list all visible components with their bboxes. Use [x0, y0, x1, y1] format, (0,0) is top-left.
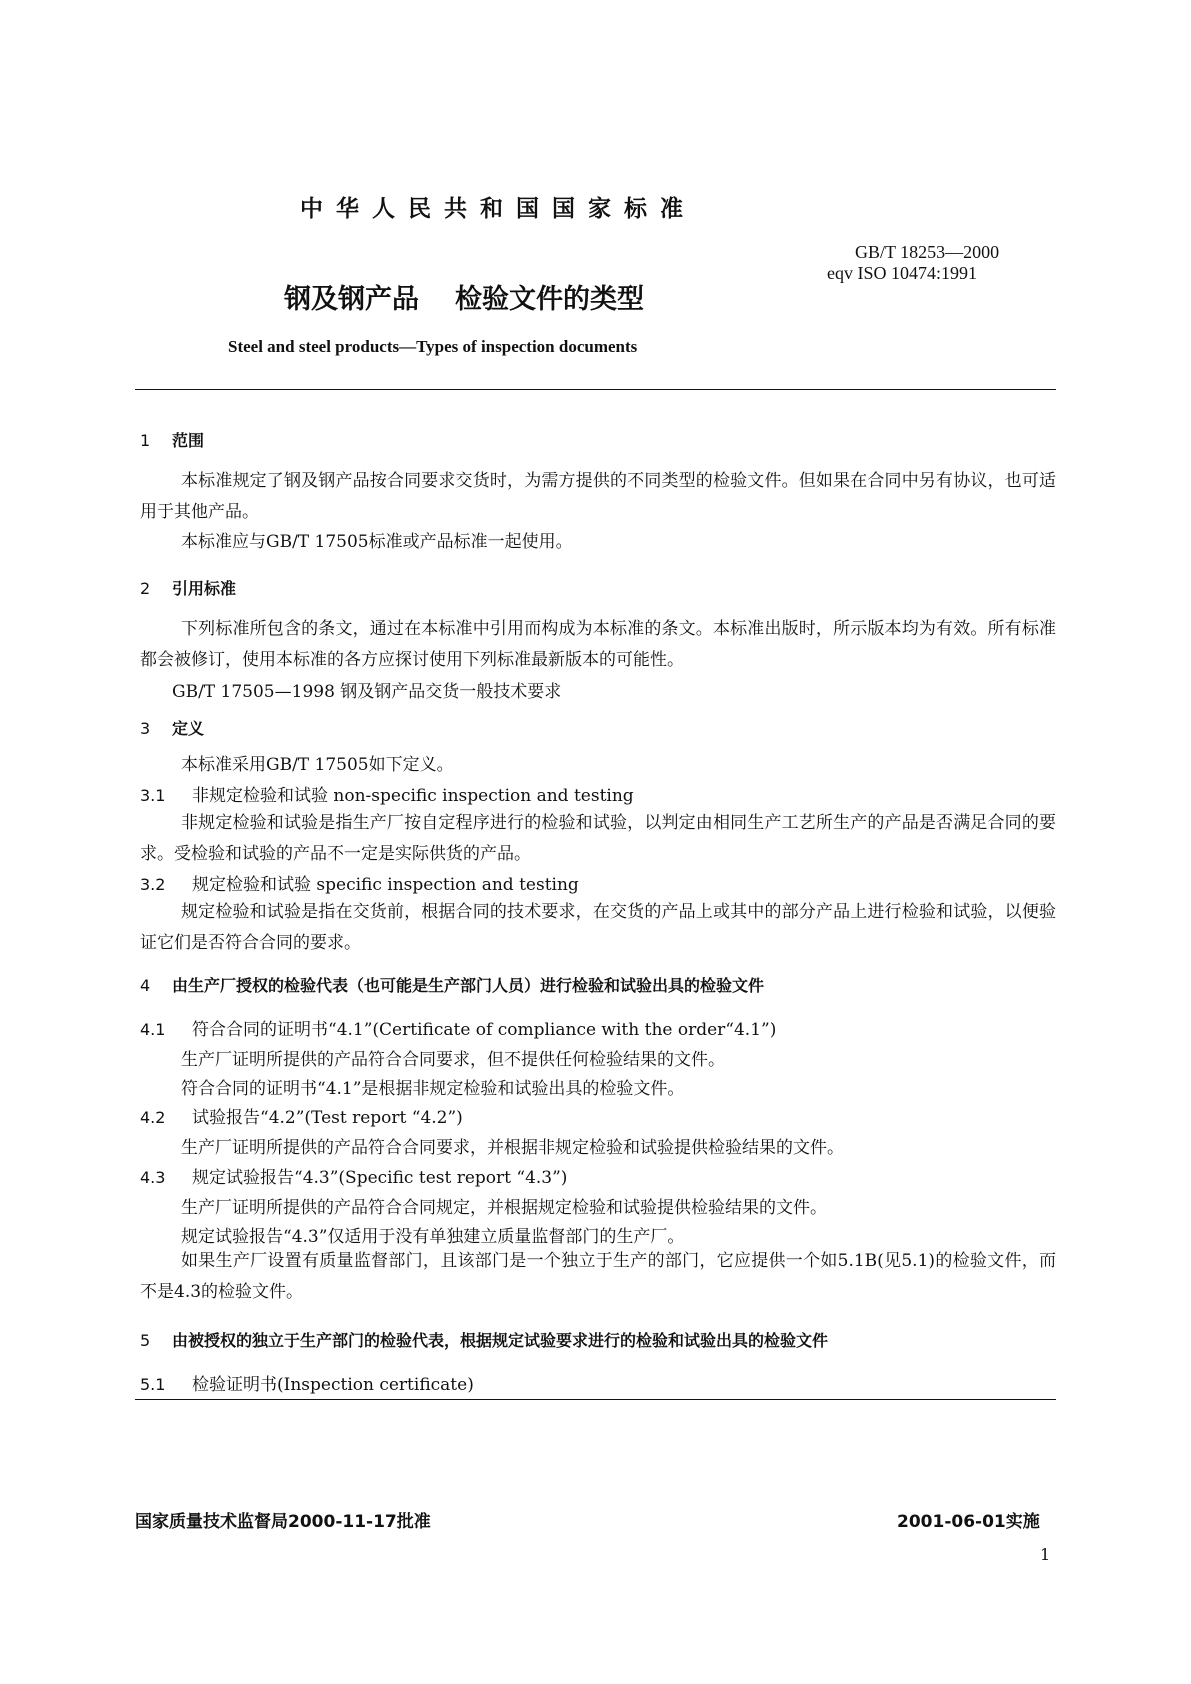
effective-date: 2001-06-01实施: [897, 1512, 1040, 1532]
subsection-title: 规定试验报告“4.3”(Specific test report “4.3”): [192, 1168, 568, 1188]
subsection-number: 4.1: [140, 1020, 166, 1039]
subsection-number: 3.1: [140, 786, 166, 805]
section-1-heading: [140, 428, 204, 451]
normative-reference: GB/T 17505—1998 钢及钢产品交货一般技术要求: [172, 682, 562, 702]
section-title: 引用标准: [172, 579, 237, 598]
section-title: 由被授权的独立于生产部门的检验代表，根据规定试验要求进行的检验和试验出具的检验文件: [172, 1331, 829, 1350]
section-4-heading: [140, 973, 764, 996]
agency-title: 中华人民共和国国家标准: [300, 196, 696, 222]
subsection-title: 符合合同的证明书“4.1”(Certificate of compliance with the order“4.1”): [192, 1020, 777, 1040]
subsection-3-1-text: 非规定检验和试验是指生产厂按自定程序进行的检验和试验，以判定由相同生产工艺所生产的产品是否满足合同的要求。受检验和试验的产品不一定是实际供货的产品。: [140, 813, 1056, 864]
subsection-number: 4.3: [140, 1168, 166, 1187]
section-number: 5: [140, 1331, 151, 1350]
section-number: 4: [140, 976, 151, 995]
section-1-paragraph-2: 本标准应与GB/T 17505标准或产品标准一起使用。: [181, 532, 573, 552]
section-title: 定义: [172, 719, 205, 738]
subsection-4-2-line-1: 生产厂证明所提供的产品符合合同要求，并根据非规定检验和试验提供检验结果的文件。: [181, 1138, 844, 1158]
title-part-1: 钢及钢产品: [284, 284, 419, 315]
subsection-number: 5.1: [140, 1375, 166, 1394]
subsection-4-3-line-1: 生产厂证明所提供的产品符合合同规定，并根据规定检验和试验提供检验结果的文件。: [181, 1198, 827, 1218]
subsection-4-3-heading: [140, 1163, 567, 1188]
section-number: 3: [140, 719, 151, 738]
subsection-4-3-line-2: 规定试验报告“4.3”仅适用于没有单独建立质量监督部门的生产厂。: [181, 1227, 685, 1247]
section-title: 由生产厂授权的检验代表（也可能是生产部门人员）进行检验和试验出具的检验文件: [172, 976, 765, 995]
section-number: 1: [140, 431, 151, 450]
approval-note: 国家质量技术监督局2000-11-17批准: [135, 1512, 431, 1532]
subsection-number: 3.2: [140, 875, 166, 894]
subsection-4-1-line-2: 符合合同的证明书“4.1”是根据非规定检验和试验出具的检验文件。: [181, 1079, 685, 1099]
subsection-title: 规定检验和试验 specific inspection and testing: [192, 875, 579, 895]
subsection-3-2-heading: [140, 870, 579, 895]
document-title-en: Steel and steel products—Types of inspection documents: [228, 337, 638, 356]
subsection-title: 试验报告“4.2”(Test report “4.2”): [192, 1108, 463, 1128]
section-2-heading: [140, 576, 236, 599]
standard-equivalence: eqv ISO 10474:1991: [827, 263, 977, 283]
footer-divider: [135, 1399, 1056, 1400]
subsection-4-2-heading: [140, 1103, 463, 1128]
title-part-2: 检验文件的类型: [455, 284, 644, 315]
page-number: 1: [1040, 1545, 1051, 1564]
section-3-paragraph-1: 本标准采用GB/T 17505如下定义。: [181, 755, 454, 775]
subsection-3-1-heading: [140, 781, 634, 806]
section-2-paragraph-1: 下列标准所包含的条文，通过在本标准中引用而构成为本标准的条文。本标准出版时，所示版本均为有效。所有标准都会被修订，使用本标准的各方应探讨使用下列标准最新版本的可能性。: [140, 619, 1056, 670]
subsection-4-3-paragraph: 如果生产厂设置有质量监督部门，且该部门是一个独立于生产的部门，它应提供一个如5.1B(见5.1)的检验文件，而不是4.3的检验文件。: [140, 1251, 1056, 1302]
subsection-4-1-line-1: 生产厂证明所提供的产品符合合同要求，但不提供任何检验结果的文件。: [181, 1050, 725, 1070]
document-title-zh: [284, 277, 644, 316]
section-number: 2: [140, 579, 151, 598]
subsection-title: 非规定检验和试验 non-specific inspection and testing: [192, 786, 634, 806]
section-5-heading: [140, 1328, 828, 1351]
standard-code: GB/T 18253—2000: [855, 242, 1000, 262]
section-3-heading: [140, 716, 204, 739]
subsection-5-1-heading: [140, 1370, 474, 1395]
section-1-paragraph-1: 本标准规定了钢及钢产品按合同要求交货时，为需方提供的不同类型的检验文件。但如果在合同中另有协议，也可适用于其他产品。: [140, 471, 1056, 522]
subsection-3-2-text: 规定检验和试验是指在交货前，根据合同的技术要求，在交货的产品上或其中的部分产品上进行检验和试验，以便验证它们是否符合合同的要求。: [140, 902, 1056, 953]
subsection-title: 检验证明书(Inspection certificate): [192, 1375, 474, 1395]
header-divider: [135, 389, 1056, 390]
subsection-4-1-heading: [140, 1015, 776, 1040]
subsection-number: 4.2: [140, 1108, 166, 1127]
section-title: 范围: [172, 431, 205, 450]
